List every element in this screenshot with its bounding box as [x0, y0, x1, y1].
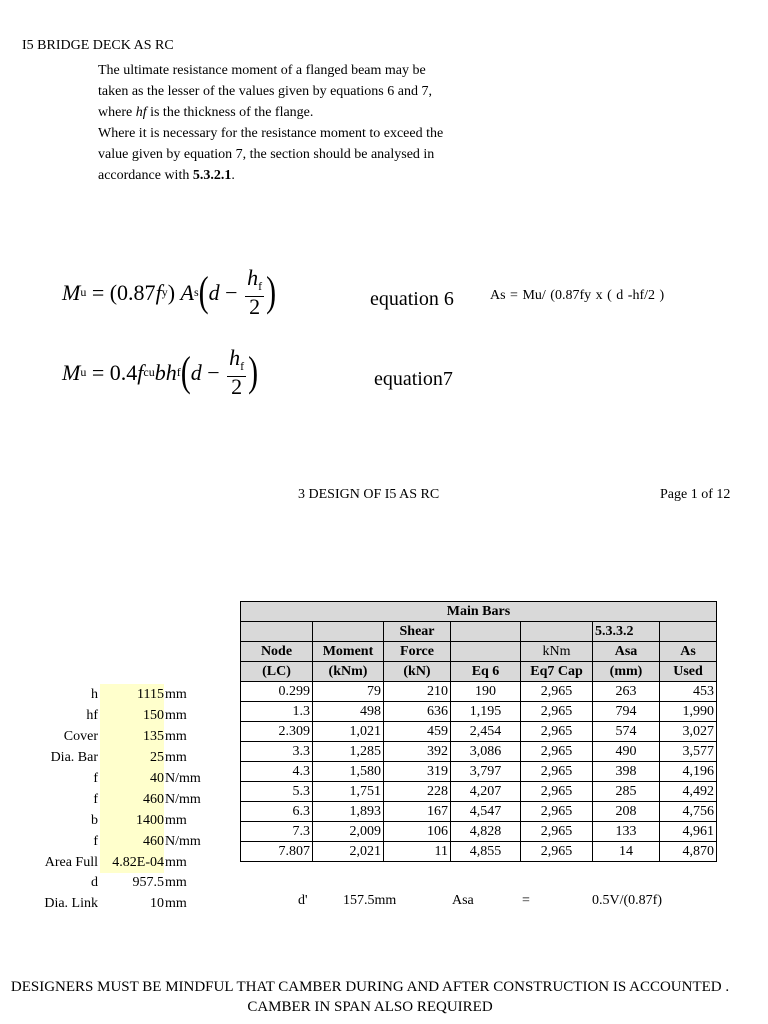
page-title: I5 BRIDGE DECK AS RC — [22, 38, 174, 53]
table-cell: 1,021 — [313, 722, 384, 742]
as-formula: As = Mu/ (0.87fy x ( d -hf/2 ) — [490, 288, 665, 303]
param-label: Dia. Bar — [50, 750, 98, 765]
table-cell: 190 — [451, 682, 521, 702]
param-label: f — [93, 834, 98, 849]
col-as: As — [660, 642, 717, 662]
table-cell: 3,577 — [660, 742, 717, 762]
table-cell: 7.3 — [241, 822, 313, 842]
col-force: Force — [384, 642, 451, 662]
param-unit: mm — [165, 708, 187, 723]
table-cell: 228 — [384, 782, 451, 802]
main-bars-table — [240, 601, 717, 862]
param-value: 150 — [143, 708, 164, 723]
param-label: f — [93, 792, 98, 807]
table-cell: 453 — [660, 682, 717, 702]
asa-label: Asa — [452, 893, 474, 908]
table-cell: 1,195 — [451, 702, 521, 722]
col-kn-units: (kN) — [384, 662, 451, 682]
param-unit: mm — [165, 875, 187, 890]
table-cell: 4,207 — [451, 782, 521, 802]
design-title: 3 DESIGN OF I5 AS RC — [298, 487, 440, 502]
table-row — [241, 702, 717, 722]
table-cell: 4,196 — [660, 762, 717, 782]
intro-paragraph-2 — [98, 123, 448, 186]
table-cell: 4.3 — [241, 762, 313, 782]
param-unit: mm — [165, 896, 187, 911]
table-cell: 498 — [313, 702, 384, 722]
col-moment: Moment — [313, 642, 384, 662]
table-row — [241, 762, 717, 782]
table-cell: 106 — [384, 822, 451, 842]
table-cell: 0.299 — [241, 682, 313, 702]
param-value: 40 — [150, 771, 164, 786]
table-cell: 3,797 — [451, 762, 521, 782]
table-cell: 574 — [593, 722, 660, 742]
table-cell: 2,454 — [451, 722, 521, 742]
col-asa: Asa — [593, 642, 660, 662]
param-unit: mm — [165, 729, 187, 744]
table-cell: 1,580 — [313, 762, 384, 782]
param-value: 460 — [143, 792, 164, 807]
table-cell: 285 — [593, 782, 660, 802]
table-cell: 4,547 — [451, 802, 521, 822]
param-value: 25 — [150, 750, 164, 765]
d-prime-label: d' — [298, 893, 308, 908]
intro-p1-hf: hf — [135, 105, 147, 120]
table-cell: 167 — [384, 802, 451, 822]
table-cell: 3,086 — [451, 742, 521, 762]
col-mm-units: (mm) — [593, 662, 660, 682]
shear-header: Shear — [384, 622, 451, 642]
param-label: f — [93, 771, 98, 786]
table-cell: 2.309 — [241, 722, 313, 742]
table-cell: 319 — [384, 762, 451, 782]
intro-p1-text: The ultimate resistance moment of a flanged beam may be taken as the lesser of the values given by equations 6 and 7, where — [98, 63, 432, 120]
table-row — [241, 842, 717, 862]
table-cell: 6.3 — [241, 802, 313, 822]
table-cell: 636 — [384, 702, 451, 722]
table-cell: 1,751 — [313, 782, 384, 802]
col-used: Used — [660, 662, 717, 682]
table-cell: 210 — [384, 682, 451, 702]
param-label: Area Full — [44, 855, 98, 870]
table-cell: 263 — [593, 682, 660, 702]
table-cell: 2,965 — [521, 802, 593, 822]
table-cell: 2,965 — [521, 842, 593, 862]
clause-header: 5.3.3.2 — [593, 622, 660, 642]
table-cell: 14 — [593, 842, 660, 862]
intro-p2-end: . — [231, 168, 235, 183]
table-cell: 7.807 — [241, 842, 313, 862]
table-cell: 133 — [593, 822, 660, 842]
table-cell: 2,009 — [313, 822, 384, 842]
d-prime-value: 157.5mm — [343, 893, 397, 908]
table-cell: 2,021 — [313, 842, 384, 862]
table-cell: 490 — [593, 742, 660, 762]
table-cell: 4,961 — [660, 822, 717, 842]
col-knm-units: (kNm) — [313, 662, 384, 682]
param-unit: N/mm — [165, 834, 201, 849]
table-cell: 1,990 — [660, 702, 717, 722]
param-label: Cover — [63, 729, 98, 744]
param-value: 1400 — [136, 813, 164, 828]
table-cell: 4,855 — [451, 842, 521, 862]
table-cell: 4,756 — [660, 802, 717, 822]
table-row — [241, 782, 717, 802]
page-number: Page 1 of 12 — [660, 487, 731, 502]
col-node: Node — [241, 642, 313, 662]
table-body — [241, 682, 717, 862]
table-cell: 2,965 — [521, 822, 593, 842]
param-label: Dia. Link — [44, 896, 98, 911]
col-lc: (LC) — [241, 662, 313, 682]
param-unit: mm — [165, 687, 187, 702]
param-value: 1115 — [137, 687, 164, 702]
camber-warning: DESIGNERS MUST BE MINDFUL THAT CAMBER DURING AND AFTER CONSTRUCTION IS ACCOUNTED . CAMBER IN SPAN ALSO REQUIRED — [10, 979, 730, 1015]
param-value: 4.82E-04 — [112, 855, 164, 870]
table-cell: 1,893 — [313, 802, 384, 822]
equals-sign: = — [522, 893, 530, 908]
table-cell: 4,828 — [451, 822, 521, 842]
param-unit: N/mm — [165, 771, 201, 786]
param-label: h — [91, 687, 98, 702]
param-unit: N/mm — [165, 792, 201, 807]
table-cell: 4,492 — [660, 782, 717, 802]
param-value: 957.5 — [132, 875, 164, 890]
equation-6-image: M u = (0.87 f y ) A s ( d − $\frac{h_f}{2}$ ) — [62, 265, 277, 319]
param-unit: mm — [165, 750, 187, 765]
intro-p2-text: Where it is necessary for the resistance moment to exceed the value given by equation 7, the section should be analysed in accordance with — [98, 126, 444, 183]
table-cell: 4,870 — [660, 842, 717, 862]
intro-p1-text-end: is the thickness of the flange. — [146, 105, 314, 120]
table-cell: 2,965 — [521, 742, 593, 762]
table-row — [241, 822, 717, 842]
main-bars-header: Main Bars — [241, 602, 717, 622]
table-cell: 1,285 — [313, 742, 384, 762]
table-row — [241, 802, 717, 822]
param-unit: mm — [165, 813, 187, 828]
param-label: b — [91, 813, 98, 828]
intro-text — [98, 60, 448, 186]
param-value: 10 — [150, 896, 164, 911]
equation-6-label: equation 6 — [370, 288, 454, 310]
table-row — [241, 682, 717, 702]
table-row — [241, 742, 717, 762]
param-unit: mm — [165, 855, 187, 870]
table-cell: 3.3 — [241, 742, 313, 762]
asa-formula: 0.5V/(0.87f) — [592, 893, 662, 908]
table-cell: 1.3 — [241, 702, 313, 722]
param-value: 135 — [143, 729, 164, 744]
table-cell: 2,965 — [521, 782, 593, 802]
table-cell: 11 — [384, 842, 451, 862]
param-label: d — [91, 875, 98, 890]
param-label: hf — [86, 708, 98, 723]
clause-reference: 5.3.2.1 — [192, 168, 232, 183]
table-cell: 3,027 — [660, 722, 717, 742]
table-cell: 392 — [384, 742, 451, 762]
table-cell: 79 — [313, 682, 384, 702]
col-eq6: Eq 6 — [451, 662, 521, 682]
table-cell: 398 — [593, 762, 660, 782]
table-cell: 2,965 — [521, 702, 593, 722]
table-cell: 2,965 — [521, 722, 593, 742]
equation-7-image: M u = 0.4 f cu b h f ( d − $\frac{h_f}{2}$ ) — [62, 345, 259, 399]
table-cell: 2,965 — [521, 682, 593, 702]
equation-7-label: equation7 — [374, 368, 453, 390]
table-row — [241, 722, 717, 742]
table-cell: 208 — [593, 802, 660, 822]
col-knm: kNm — [521, 642, 593, 662]
intro-paragraph-1 — [98, 60, 448, 123]
col-eq7: Eq7 Cap — [521, 662, 593, 682]
param-value: 460 — [143, 834, 164, 849]
table-cell: 459 — [384, 722, 451, 742]
table-cell: 5.3 — [241, 782, 313, 802]
table-cell: 2,965 — [521, 762, 593, 782]
table-cell: 794 — [593, 702, 660, 722]
